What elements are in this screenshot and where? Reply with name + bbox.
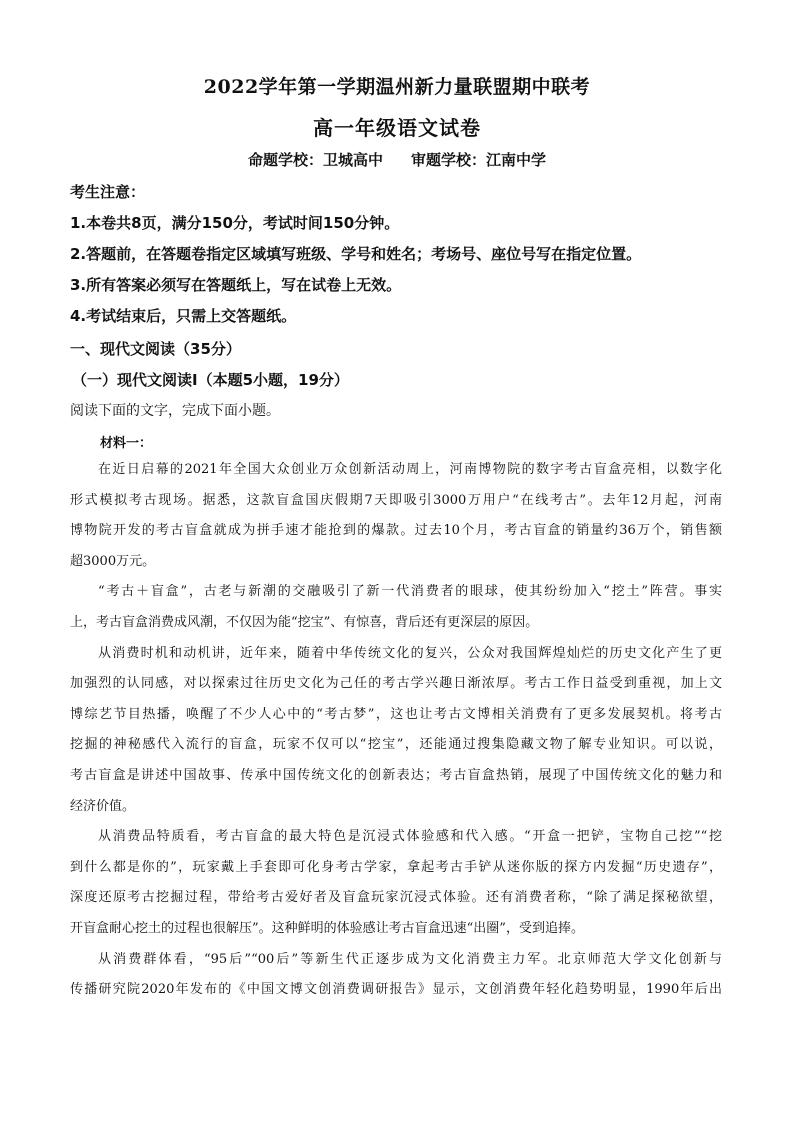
- passage-line: 博物院开发的考古盲盒就成为拼手速才能抢到的爆款。过去10个月，考古盲盒的销量约36万个，销售额: [70, 523, 722, 539]
- passage-line: 深度还原考古挖掘过程，带给考古爱好者及盲盒玩家沉浸式体验。还有消费者称，“除了满足探秘欲望，: [70, 890, 722, 906]
- passage-line: 在近日启幕的2021年全国大众创业万众创新活动周上，河南博物院的数字考古盲盒亮相，以数字化: [98, 462, 722, 477]
- passage-line: 从消费品特质看，考古盲盒的最大特色是沉浸式体验感和代入感。“开盒一把铲，宝物自己挖”“挖: [98, 829, 722, 845]
- section-title: 一、现代文阅读（35分）: [70, 340, 241, 358]
- exam-notes: [70, 181, 730, 336]
- passage-line: 超3000万元。: [70, 553, 156, 569]
- passage-line: 经济价值。: [70, 798, 136, 814]
- note-item: 3.所有答案必须写在答题纸上，写在试卷上无效。: [70, 276, 402, 294]
- passage-line: 开盲盒耐心挖土的过程也很解压”。这种鲜明的体验感让考古盲盒迅速“出圈”，受到追捧。: [70, 920, 584, 936]
- reading-instruction: 阅读下面的文字，完成下面小题。: [70, 403, 280, 419]
- note-item: 2.答题前，在答题卷指定区域填写班级、学号和姓名；考场号、座位号写在指定位置。: [70, 245, 642, 263]
- passage-line: 形式模拟考古现场。据悉，这款盲盒国庆假期7天即吸引3000万用户“在线考古”。去年12月起，河南: [70, 492, 722, 508]
- notes-heading: 考生注意：: [70, 183, 146, 201]
- school-credits: [0, 149, 794, 170]
- subsection-title: （一）现代文阅读Ⅰ（本题5小题，19分）: [72, 371, 349, 389]
- material-label: 材料一：: [100, 436, 153, 451]
- reviewer-school: 审题学校：江南中学: [411, 151, 547, 169]
- note-item: 1.本卷共8页，满分150分，考试时间150分钟。: [70, 214, 400, 232]
- passage-line: 传播研究院2020年发布的《中国文博文创消费调研报告》显示，文创消费年轻化趋势明显，1990年后出: [70, 982, 722, 998]
- reading-passage: [70, 460, 722, 1011]
- note-item: 4.考试结束后，只需上交答题纸。: [70, 307, 297, 325]
- passage-line: 从消费群体看，“95后”“00后”等新生代正逐步成为文化消费主力军。北京师范大学文化创新与: [98, 951, 722, 967]
- exam-title: 2022学年第一学期温州新力量联盟期中联考: [203, 76, 591, 98]
- passage-line: 上，考古盲盒消费成风潮，不仅因为能“挖宝”、有惊喜，背后还有更深层的原因。: [70, 614, 539, 630]
- exam-subtitle: 高一年级语文试卷: [313, 116, 481, 140]
- passage-line: “考古＋盲盒”，古老与新潮的交融吸引了新一代消费者的眼球，使其纷纷加入“挖土”阵营。事实: [98, 584, 722, 600]
- proposer-school: 命题学校：卫城高中: [247, 151, 383, 169]
- passage-line: 加强烈的认同感，对以探索过往历史文化为己任的考古学兴趣日渐浓厚。考古工作日益受到重视，加上文: [70, 676, 722, 692]
- passage-line: 挖掘的神秘感代入流行的盲盒，玩家不仅可以“挖宝”，还能通过搜集隐藏文物了解专业知识。可以说，: [70, 737, 722, 753]
- passage-line: 从消费时机和动机讲，近年来，随着中华传统文化的复兴，公众对我国辉煌灿烂的历史文化产生了更: [98, 645, 722, 661]
- passage-line: 到什么都是你的”，玩家戴上手套即可化身考古学家，拿起考古手铲从迷你版的探方内发掘“历史遗存”，: [70, 859, 722, 875]
- passage-line: 博综艺节目热播，唤醒了不少人心中的“考古梦”，这也让考古文博相关消费有了更多发展契机。将考古: [70, 706, 722, 722]
- passage-line: 考古盲盒是讲述中国故事、传承中国传统文化的创新表达；考古盲盒热销，展现了中国传统文化的魅力和: [70, 767, 722, 783]
